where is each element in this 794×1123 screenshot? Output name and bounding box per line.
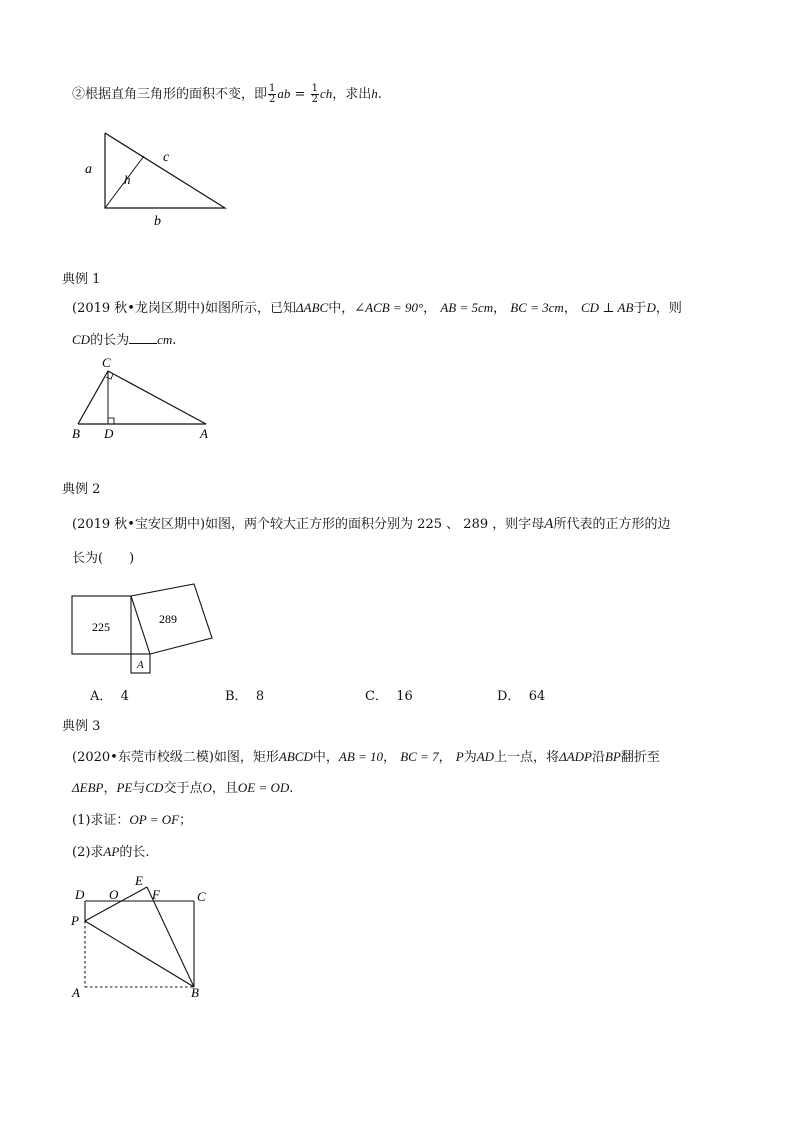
option-a[interactable] bbox=[90, 685, 129, 704]
label-289: 289 bbox=[159, 612, 177, 626]
math-o: O bbox=[202, 780, 212, 795]
text: ； bbox=[179, 813, 193, 828]
text: ， bbox=[438, 750, 452, 765]
period: . bbox=[377, 87, 382, 102]
example-3-heading: 典例 3 bbox=[62, 719, 101, 734]
text: 翻折至 bbox=[620, 750, 660, 765]
example-2-line-2 bbox=[72, 550, 134, 568]
value-225: 225 bbox=[417, 517, 442, 532]
text: (2020•东莞市校级二模)如图，矩形 bbox=[72, 750, 279, 765]
right-angle-mark-d bbox=[108, 418, 114, 424]
label-d: D bbox=[75, 887, 85, 902]
equals: = bbox=[290, 87, 310, 102]
label-o: O bbox=[109, 887, 119, 902]
option-value: 64 bbox=[528, 689, 546, 704]
answer-blank[interactable] bbox=[129, 331, 157, 344]
math-ebp: ΔEBP bbox=[72, 780, 104, 795]
frac-num: 1 bbox=[311, 83, 318, 94]
label-e: E bbox=[135, 873, 143, 888]
example-3-question-2 bbox=[72, 843, 149, 862]
option-d[interactable] bbox=[497, 685, 545, 704]
text: (2019 秋•龙岗区期中)如图所示，已知 bbox=[72, 301, 297, 316]
frac-num: 1 bbox=[269, 83, 276, 94]
label-b: b bbox=[154, 214, 161, 229]
example-2-heading: 典例 2 bbox=[62, 482, 101, 497]
label-p: P bbox=[71, 913, 79, 928]
option-c[interactable] bbox=[365, 685, 413, 704]
text: 的长. bbox=[119, 845, 150, 860]
text: 与 bbox=[132, 781, 146, 796]
label-d: D bbox=[104, 426, 114, 441]
option-b[interactable] bbox=[225, 685, 264, 704]
text: ， bbox=[103, 781, 117, 796]
text: ，则字母 bbox=[492, 517, 545, 532]
math-cd: CD bbox=[72, 332, 91, 347]
unit: cm bbox=[157, 332, 173, 347]
math-p: P bbox=[455, 749, 464, 764]
example-1-heading: 典例 1 bbox=[62, 272, 101, 287]
figure-triangle-abc bbox=[66, 352, 226, 442]
right-angle-mark-c bbox=[106, 374, 113, 379]
option-value: 16 bbox=[396, 689, 413, 704]
figure-squares bbox=[66, 580, 226, 680]
option-label: A． bbox=[90, 689, 113, 704]
math-d: D bbox=[646, 300, 656, 315]
math-op-of: OP = OF bbox=[129, 812, 180, 827]
math-ab: AB = 10 bbox=[338, 749, 384, 764]
text: 所代表的正方形的边 bbox=[553, 517, 671, 532]
text: ，则 bbox=[655, 301, 682, 316]
label-b: B bbox=[191, 985, 199, 1000]
text: 交于点 bbox=[163, 781, 203, 796]
math-bc: BC = 3cm bbox=[510, 300, 564, 315]
text: 上一点，将 bbox=[494, 750, 560, 765]
example-1-line-1 bbox=[72, 299, 682, 318]
line-pb bbox=[85, 921, 194, 987]
intro-text: ，求出 bbox=[332, 87, 372, 102]
text: (2019 秋•宝安区期中)如图，两个较大正方形的面积分别为 bbox=[72, 517, 414, 532]
math-angle: ∠ACB = 90° bbox=[354, 300, 424, 315]
var-ab: ab bbox=[277, 86, 291, 101]
math-ap: AP bbox=[103, 844, 120, 859]
label-c: C bbox=[102, 355, 111, 370]
fraction-half-ch bbox=[311, 84, 319, 105]
math-abcd: ABCD bbox=[278, 749, 313, 764]
option-label: C． bbox=[365, 689, 388, 704]
math-cd-perp: CD ⊥ AB bbox=[580, 300, 634, 315]
fraction-half-ab bbox=[268, 84, 276, 105]
option-value: 8 bbox=[255, 689, 265, 704]
math-bc: BC = 7 bbox=[400, 749, 439, 764]
text: 长为( ) bbox=[72, 551, 135, 566]
option-label: D． bbox=[497, 689, 521, 704]
label-f: F bbox=[152, 887, 160, 902]
label-225: 225 bbox=[92, 620, 110, 634]
math-ad: AD bbox=[476, 749, 495, 764]
intro-line bbox=[72, 84, 382, 105]
line-eb bbox=[147, 887, 194, 987]
math-adp: ΔADP bbox=[559, 749, 592, 764]
example-1-line-2 bbox=[72, 331, 176, 350]
text: 为 bbox=[463, 750, 477, 765]
frac-den: 2 bbox=[269, 94, 276, 105]
example-3-line-2 bbox=[72, 779, 293, 798]
math-ab: AB = 5cm bbox=[440, 300, 494, 315]
figure-rectangle-fold bbox=[64, 870, 224, 1005]
text: . bbox=[172, 333, 177, 348]
math-triangle: ΔABC bbox=[296, 300, 329, 315]
example-3-line-1 bbox=[72, 748, 660, 767]
math-pe: PE bbox=[116, 780, 133, 795]
label-c: C bbox=[197, 889, 206, 904]
label-a: A bbox=[137, 659, 144, 671]
text: ， bbox=[383, 750, 397, 765]
text: 中， bbox=[328, 301, 355, 316]
option-label: B． bbox=[225, 689, 248, 704]
intro-text: ②根据直角三角形的面积不变，即 bbox=[72, 87, 268, 102]
var-ch: ch bbox=[319, 86, 333, 101]
label-c: c bbox=[163, 150, 170, 165]
triangle-outline bbox=[78, 371, 206, 424]
math-oe-od: OE = OD bbox=[237, 780, 290, 795]
var-h: h bbox=[371, 86, 378, 101]
label-h: h bbox=[124, 172, 131, 187]
label-a: a bbox=[85, 162, 92, 177]
label-a: A bbox=[72, 985, 80, 1000]
text: ，且 bbox=[211, 781, 238, 796]
text: 沿 bbox=[591, 750, 605, 765]
text: (2)求 bbox=[72, 845, 104, 860]
text: 的长为 bbox=[90, 333, 130, 348]
option-value: 4 bbox=[120, 689, 129, 704]
text: 中， bbox=[312, 750, 339, 765]
frac-den: 2 bbox=[311, 94, 318, 105]
value-289: 289 bbox=[463, 517, 489, 532]
text: 、 bbox=[446, 517, 460, 532]
math-cd: CD bbox=[145, 780, 164, 795]
triangle-outline bbox=[105, 133, 225, 208]
text: ， bbox=[423, 301, 437, 316]
text: ， bbox=[493, 301, 507, 316]
figure-right-triangle bbox=[80, 125, 240, 235]
text: . bbox=[289, 781, 294, 796]
text: 于 bbox=[633, 301, 647, 316]
math-a: A bbox=[544, 516, 554, 532]
text: (1)求证： bbox=[72, 813, 130, 828]
label-b: B bbox=[72, 426, 80, 441]
text: ， bbox=[563, 301, 577, 316]
example-3-question-1 bbox=[72, 811, 192, 830]
example-2-line-1 bbox=[72, 515, 670, 534]
label-a: A bbox=[200, 426, 208, 441]
math-bp: BP bbox=[604, 749, 621, 764]
